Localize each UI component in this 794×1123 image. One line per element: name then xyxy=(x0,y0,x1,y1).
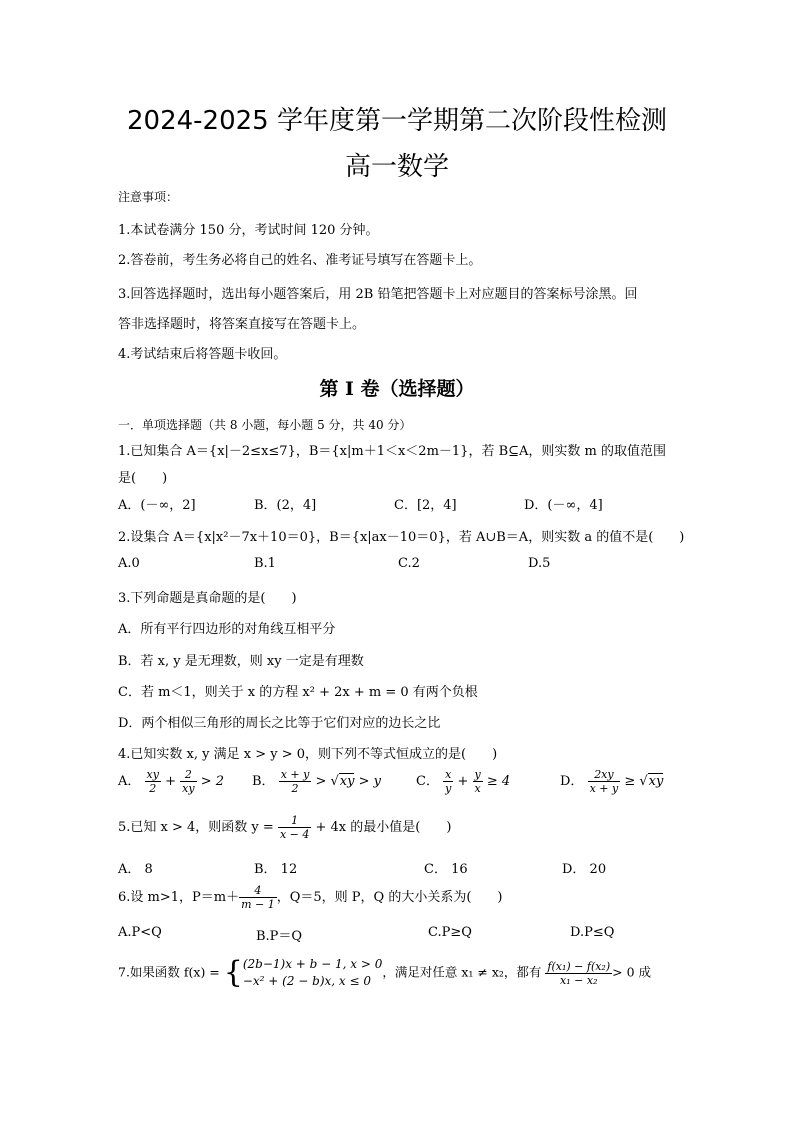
question-4-stem: 4.已知实数 x, y 满足 x > y > 0，则下列不等式恒成立的是( ) xyxy=(118,747,498,762)
option-b: B．(2，4] xyxy=(254,498,317,513)
question-1-stem: 1.已知集合 A＝{x|－2≤x≤7}，B＝{x|m＋1＜x＜2m－1}，若 B⊆A，则实数 m 的取值范围 xyxy=(118,444,666,459)
option-label: D． xyxy=(560,774,584,789)
option-d: D．(－∞，4] xyxy=(524,498,603,513)
fraction: $\frac{x + y}{2}$ xyxy=(280,768,310,795)
option-a: A． 8 xyxy=(118,862,153,877)
option-a: A.P<Q xyxy=(118,925,162,940)
option-c: C.P≥Q xyxy=(428,925,472,940)
option-c: C．[2，4] xyxy=(394,498,457,513)
option-b: B.1 xyxy=(254,556,276,571)
question-2-stem: 2.设集合 A＝{x|x²－7x＋10＝0}，B＝{x|ax－10＝0}，若 A∪B＝A，则实数 a 的值不是( ) xyxy=(118,530,685,545)
note-item: 1.本试卷满分 150 分，考试时间 120 分钟。 xyxy=(118,223,379,238)
option-label: C． xyxy=(416,774,439,789)
section-title: 第 I 卷（选择题） xyxy=(319,378,475,400)
option-d: D.P≤Q xyxy=(570,925,615,940)
option-label: A． xyxy=(118,774,141,789)
note-item: 答非选择题时，将答案直接写在答题卡上。 xyxy=(118,317,366,332)
question-5-stem: 5.已知 x > 4，则函数 y = $\frac{1}{x - 4}$ + 4x 的最小值是( ) xyxy=(118,814,452,841)
fraction: $\frac{x}{y}$ xyxy=(445,768,452,795)
piecewise-cases: (2b−1)x + b − 1, x > 0 −x² + (2 − b)x, x ≤ 0 xyxy=(242,957,383,988)
fraction: $\frac{4}{m - 1}$ xyxy=(241,884,275,911)
exam-subtitle: 高一数学 xyxy=(344,152,449,182)
option-d: D． $\frac{2xy}{x + y}$ ≥ √xy xyxy=(560,768,664,795)
option-d: D．两个相似三角形的周长之比等于它们对应的边长之比 xyxy=(118,716,441,731)
exam-title: 2024-2025 学年度第一学期第二次阶段性检测 xyxy=(127,106,667,136)
option-c: C． 16 xyxy=(424,862,468,877)
option-c: C． $\frac{x}{y}$ + $\frac{y}{x}$ ≥ 4 xyxy=(416,768,511,795)
fraction: $\frac{xy}{2}$ xyxy=(146,768,159,795)
fraction: $\frac{\text{f(x₁) − f(x₂)}}{\text{x₁ − x₂}}$ xyxy=(547,959,611,987)
note-item: 3.回答选择题时，选出每小题答案后，用 2B 铅笔把答题卡上对应题目的答案标号涂黑。回 xyxy=(118,287,638,302)
option-c: C.2 xyxy=(398,556,420,571)
option-a: A．(－∞，2] xyxy=(118,498,196,513)
fraction: $\frac{y}{x}$ xyxy=(474,768,481,795)
option-c: C．若 m＜1，则关于 x 的方程 x² + 2x + m = 0 有两个负根 xyxy=(118,685,478,700)
note-item: 2.答卷前，考生务必将自己的姓名、准考证号填写在答题卡上。 xyxy=(118,253,482,268)
option-a: A． $\frac{xy}{2}$ + $\frac{2}{xy}$ > 2 xyxy=(118,768,224,795)
option-a: A．所有平行四边形的对角线互相平分 xyxy=(118,622,336,637)
fraction: $\frac{1}{x - 4}$ xyxy=(279,814,310,841)
notes-heading: 注意事项： xyxy=(118,190,179,204)
option-d: D.5 xyxy=(528,556,551,571)
fraction: $\frac{2xy}{x + y}$ xyxy=(589,768,619,795)
question-6-stem: 6.设 m>1，P＝m＋ $\frac{4}{m - 1}$ ，Q＝5，则 P，Q 的大小关系为( ) xyxy=(118,884,503,911)
note-item: 4.考试结束后将答题卡收回。 xyxy=(118,347,287,362)
fraction: $\frac{2}{xy}$ xyxy=(182,768,195,795)
option-d: D． 20 xyxy=(562,862,607,877)
part-heading: 一．单项选择题（共 8 小题，每小题 5 分，共 40 分） xyxy=(118,418,412,432)
option-b: B.P＝Q xyxy=(256,929,303,944)
option-b: B．若 x, y 是无理数，则 xy 一定是有理数 xyxy=(118,654,364,669)
question-3-stem: 3.下列命题是真命题的是( ) xyxy=(118,591,297,606)
option-a: A.0 xyxy=(118,556,140,571)
question-1-stem-cont: 是( ) xyxy=(118,471,168,486)
option-b: B． 12 xyxy=(254,862,298,877)
option-b: B． $\frac{x + y}{2}$ > √xy > y xyxy=(252,768,381,795)
question-7-stem: 7.如果函数 f(x) = { (2b−1)x + b − 1, x > 0 −x² + (2 − b)x, x ≤ 0 ，满足对任意 x₁ ≠ x₂，都有 $\frac{\text{f(x₁) − f(x₂)}}{\text{x₁ − x₂}}$ > 0 成 xyxy=(118,955,652,990)
option-label: B． xyxy=(252,774,275,789)
